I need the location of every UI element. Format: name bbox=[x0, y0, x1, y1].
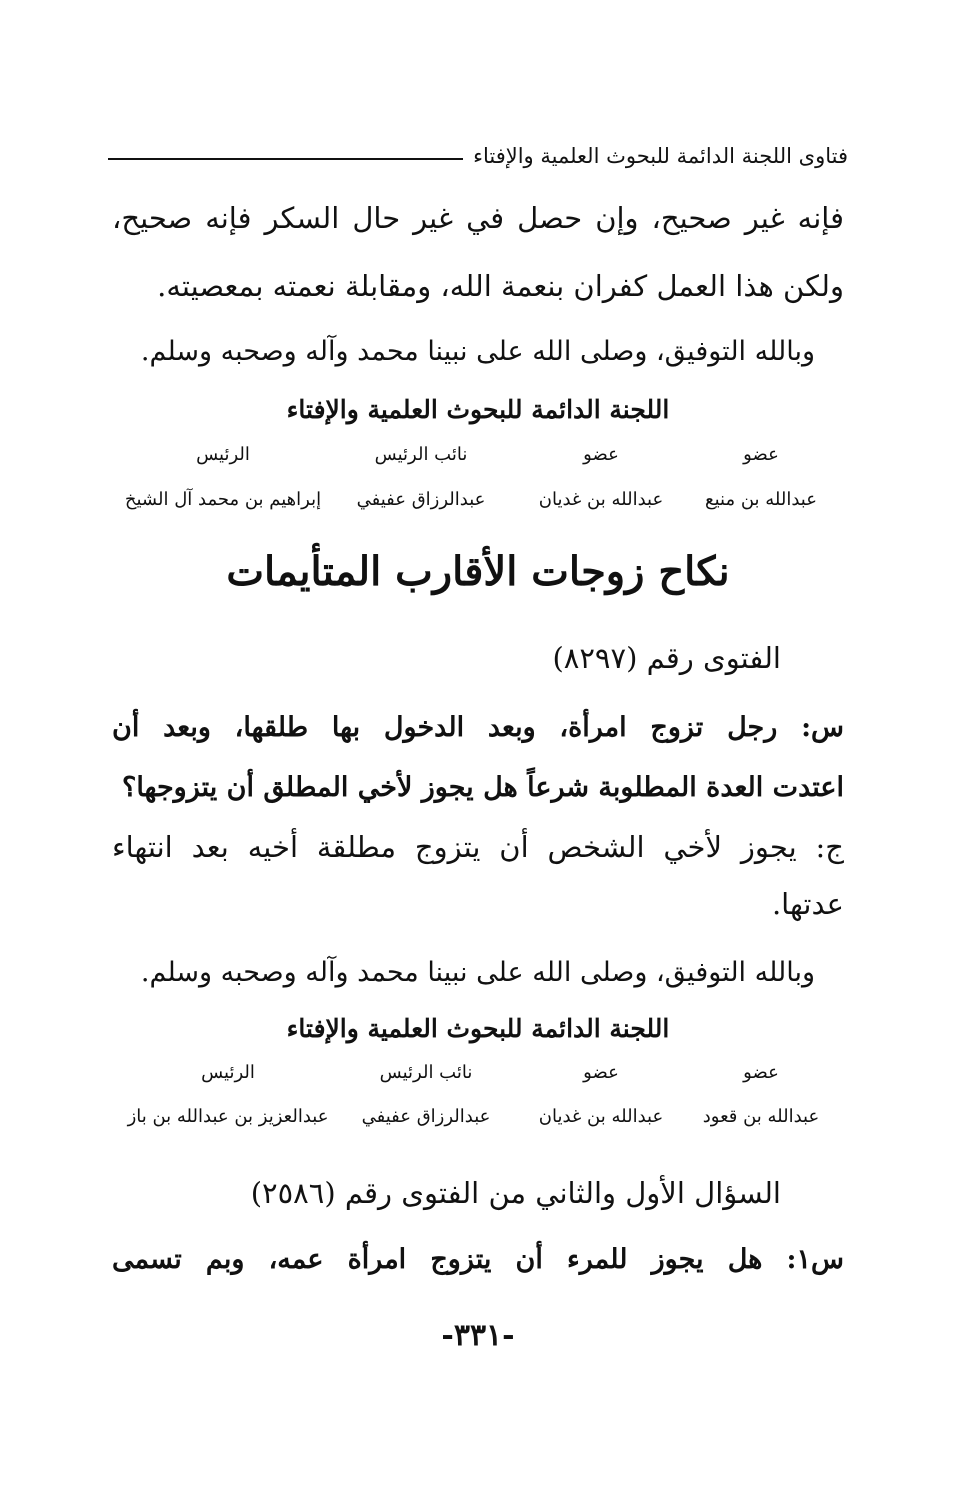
member-role: نائب الرئيس bbox=[379, 1062, 473, 1083]
signature-names-row bbox=[120, 1106, 836, 1127]
question-line: س: رجل تزوج امرأة، وبعد الدخول بها طلقها، وبعد أن bbox=[112, 712, 844, 743]
fatwa-number: السؤال الأول والثاني من الفتوى رقم (٢٥٨٦) bbox=[250, 1176, 781, 1210]
member-role: الرئيس bbox=[201, 1062, 255, 1083]
member-role: عضو bbox=[583, 1062, 619, 1083]
committee-name: اللجنة الدائمة للبحوث العلمية والإفتاء bbox=[286, 395, 670, 424]
section-title: نكاح زوجات الأقارب المتأيمات bbox=[226, 548, 730, 595]
answer-line: عدتها. bbox=[771, 887, 844, 921]
signature-roles-row bbox=[120, 444, 836, 465]
question-line: اعتدت العدة المطلوبة شرعاً هل يجوز لأخي المطلق أن يتزوجها؟ bbox=[121, 772, 844, 803]
running-header-title: فتاوى اللجنة الدائمة للبحوث العلمية والإفتاء bbox=[473, 144, 848, 168]
paragraph-line: ولكن هذا العمل كفران بنعمة الله، ومقابلة نعمته بمعصيته. bbox=[157, 269, 844, 303]
member-role: عضو bbox=[743, 444, 779, 465]
answer-line: ج: يجوز لأخي الشخص أن يتزوج مطلقة أخيه بعد انتهاء bbox=[112, 830, 844, 864]
member-name: عبدالله بن منيع bbox=[705, 489, 817, 510]
member-name: عبدالعزيز بن عبدالله بن باز bbox=[127, 1106, 329, 1127]
page-number: -٣٣١- bbox=[441, 1318, 515, 1353]
member-name: عبدالرزاق عفيفي bbox=[356, 489, 486, 510]
running-header bbox=[108, 128, 848, 168]
member-role: عضو bbox=[743, 1062, 779, 1083]
member-name: عبدالله بن غديان bbox=[538, 1106, 664, 1127]
member-name: عبدالله بن غديان bbox=[538, 489, 664, 510]
question-line: س١: هل يجوز للمرء أن يتزوج امرأة عمه، وبم تسمى bbox=[112, 1244, 844, 1275]
member-name: عبدالله بن قعود bbox=[702, 1106, 820, 1127]
member-role: الرئيس bbox=[196, 444, 250, 465]
closing-prayer: وبالله التوفيق، وصلى الله على نبينا محمد وآله وصحبه وسلم. bbox=[140, 957, 816, 988]
paragraph-line: فإنه غير صحيح، وإن حصل في غير حال السكر فإنه صحيح، bbox=[112, 201, 844, 235]
member-role: نائب الرئيس bbox=[374, 444, 468, 465]
committee-name: اللجنة الدائمة للبحوث العلمية والإفتاء bbox=[286, 1014, 670, 1043]
member-name: إبراهيم بن محمد آل الشيخ bbox=[124, 489, 322, 510]
signature-roles-row bbox=[120, 1062, 836, 1083]
member-role: عضو bbox=[583, 444, 619, 465]
closing-prayer: وبالله التوفيق، وصلى الله على نبينا محمد وآله وصحبه وسلم. bbox=[140, 336, 816, 367]
running-header-rule bbox=[108, 158, 463, 160]
signature-names-row bbox=[120, 489, 836, 510]
member-name: عبدالرزاق عفيفي bbox=[361, 1106, 491, 1127]
fatwa-number: الفتوى رقم (٨٢٩٧) bbox=[552, 641, 781, 675]
